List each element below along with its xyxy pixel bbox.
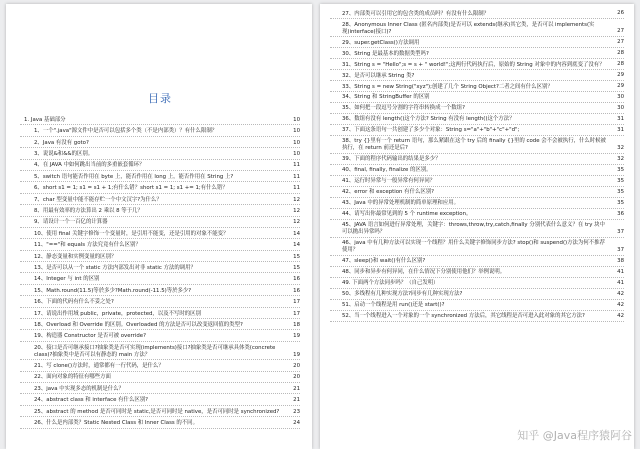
toc-entry[interactable] <box>330 154 624 165</box>
toc-entry[interactable] <box>330 125 624 136</box>
toc-entry[interactable] <box>330 220 624 238</box>
toc-page-number: 10 <box>293 151 300 158</box>
watermark: 知乎 @Java程序猿阿谷 <box>517 429 632 442</box>
toc-entry[interactable] <box>20 296 300 307</box>
toc-entry-text: 25、abstract 的 method 是否可同时是 static,是否可同时是 native，是否可同时是 synchronized? <box>34 408 280 415</box>
toc-page-number: 17 <box>293 299 300 306</box>
toc-entry[interactable] <box>330 81 624 92</box>
toc-page-number: 12 <box>293 219 300 226</box>
toc-entry[interactable] <box>20 342 300 360</box>
toc-entry[interactable] <box>20 262 300 273</box>
toc-entry-text: 50、多线程有几种实现方法?同步有几种实现方法? <box>342 291 463 298</box>
toc-page-number: 21 <box>293 385 300 392</box>
toc-entry-text: 48、同步和异步有何异同，在什么情况下分别使用他们？举例说明。 <box>342 269 506 276</box>
toc-entry-text: 10、使用 final 关键字修饰一个变量时，是引用不能变，还是引用的对象不能变？ <box>34 230 229 237</box>
toc-entry[interactable] <box>330 198 624 209</box>
toc-entry[interactable] <box>20 148 300 159</box>
toc-page-number: 29 <box>617 72 624 79</box>
toc-entry-text: 52、当一个线程进入一个对象的一个 synchronized 方法后，其它线程是否可进入此对象的其它方法? <box>342 313 585 320</box>
toc-entry[interactable] <box>330 48 624 59</box>
toc-entry[interactable] <box>20 239 300 250</box>
toc-entry-text: 47、sleep()和 wait()有什么区别? <box>342 258 426 265</box>
toc-entry[interactable] <box>20 360 300 371</box>
toc-entry[interactable] <box>330 300 624 311</box>
toc-entry-text: 39、下面的程序代码输出的结果是多少？ <box>342 156 441 163</box>
toc-entry[interactable] <box>20 394 300 405</box>
toc-entry-text: 12、静态变量和实例变量的区别？ <box>34 253 117 260</box>
toc-page-number: 16 <box>293 287 300 294</box>
toc-page-number: 42 <box>617 313 624 320</box>
toc-entry-text: 42、error 和 exception 有什么区别? <box>342 189 434 196</box>
toc-page-number: 12 <box>293 196 300 203</box>
toc-page-number: 16 <box>293 276 300 283</box>
toc-page-number: 28 <box>617 50 624 57</box>
toc-entry[interactable] <box>330 278 624 289</box>
toc-entry[interactable] <box>330 176 624 187</box>
toc-page-number: 31 <box>617 116 624 123</box>
toc-entry-text: 14、Integer 与 int 的区别 <box>34 276 100 283</box>
toc-entry-text: 46、java 中有几种方法可以实现一个线程？用什么关键字修饰同步方法? stop()和 suspend()方法为何不推荐使用？ <box>342 240 605 254</box>
toc-entry-text: 43、Java 中的异常处理机制的简单原理和应用。 <box>342 200 459 207</box>
toc-entry[interactable] <box>20 171 300 182</box>
toc-entry[interactable] <box>330 19 624 37</box>
toc-page-number: 41 <box>617 269 624 276</box>
toc-entry[interactable] <box>20 417 300 428</box>
toc-page-number: 31 <box>617 127 624 134</box>
toc-list-right <box>330 8 624 322</box>
toc-entry[interactable] <box>330 114 624 125</box>
toc-entry-text: 1. Java 基础部分 <box>24 116 66 123</box>
toc-entry-text: 49. 下面两个方法同步吗？（自己发明） <box>342 280 439 287</box>
toc-entry-text: 30、String 是最基本的数据类型吗? <box>342 50 429 57</box>
toc-page-number: 36 <box>617 211 624 218</box>
toc-page-number: 12 <box>293 208 300 215</box>
toc-entry-text: 32、是否可以继承 String 类? <box>342 72 415 79</box>
toc-entry-text: 1、一个".java"源文件中是否可以包括多个类（不是内部类）？有什么限制？ <box>34 128 218 135</box>
toc-entry-text: 21、写 clone()方法时，通常都有一行代码，是什么？ <box>34 363 164 370</box>
toc-entry[interactable] <box>20 406 300 417</box>
toc-entry[interactable] <box>20 217 300 228</box>
toc-entry-text: 26、什么是内部类？Static Nested Class 和 Inner Class 的不同。 <box>34 420 198 427</box>
toc-entry-text: 40、final, finally, finalize 的区别。 <box>342 167 432 174</box>
toc-entry[interactable] <box>330 37 624 48</box>
toc-entry-text: 29、super.getClass()方法调用 <box>342 39 420 46</box>
toc-page-number: 27 <box>617 28 624 35</box>
toc-entry-text: 18、Overload 和 Override 的区别。Overloaded 的方法是否可以改变返回值的类型? <box>34 321 243 328</box>
toc-entry[interactable] <box>20 319 300 330</box>
toc-page-number: 11 <box>293 162 300 169</box>
toc-page-number: 11 <box>293 185 300 192</box>
toc-entry-text: 38、try {}里有一个 return 语句，那么紧跟在这个 try 后的 finally {}里的 code 会不会被执行，什么时候被执行，在 return 前还是后? <box>342 138 606 152</box>
toc-page-number: 10 <box>293 128 300 135</box>
toc-entry[interactable] <box>20 372 300 383</box>
toc-entry-text: 35、如何把一段逗号分割的字符串转换成一个数组? <box>342 105 465 112</box>
toc-page-number: 37 <box>617 229 624 236</box>
toc-entry[interactable] <box>20 251 300 262</box>
toc-entry-text: 8、用最有效率的方法算出 2 乘以 8 等于几？ <box>34 208 143 215</box>
toc-page-number: 35 <box>617 189 624 196</box>
toc-entry[interactable] <box>330 70 624 81</box>
toc-entry[interactable] <box>20 125 300 136</box>
toc-entry[interactable] <box>330 267 624 278</box>
toc-page-number: 38 <box>617 258 624 265</box>
toc-entry-text: 44、请写出你最常见到的 5 个 runtime exception。 <box>342 211 472 218</box>
toc-entry[interactable] <box>330 59 624 70</box>
toc-entry-text: 9、请设计一个一百亿的计算器 <box>34 219 108 226</box>
toc-entry-text: 20、接口是否可继承接口?抽象类是否可实现(implements)接口?抽象类是否可继承具体类(concrete class)?抽象类中是否可以有静态的 main 方法？ <box>34 344 276 358</box>
toc-entry-text: 33、String s = new String("xyz");创建了几个 String Object?二者之间有什么区别？ <box>342 83 553 90</box>
toc-entry-text: 3、说说&和&&的区别。 <box>34 151 94 158</box>
toc-entry[interactable] <box>20 160 300 171</box>
toc-entry[interactable] <box>20 114 300 125</box>
toc-page-number: 10 <box>293 116 300 123</box>
toc-list-left <box>20 114 300 429</box>
toc-page-number: 37 <box>617 247 624 254</box>
toc-page-number: 35 <box>617 178 624 185</box>
toc-page-number: 11 <box>293 173 300 180</box>
toc-page-number: 17 <box>293 310 300 317</box>
toc-entry[interactable] <box>330 209 624 220</box>
toc-page-number: 10 <box>293 139 300 146</box>
toc-entry-text: 37、下面这条语句一共创建了多少个对象：String s="a"+"b"+"c"+"d"; <box>342 127 520 134</box>
toc-page-number: 20 <box>293 374 300 381</box>
toc-page-number: 26 <box>617 10 624 17</box>
toc-entry-text: 13、是否可以从一个 static 方法内部发出对非 static 方法的调用？ <box>34 264 196 271</box>
toc-entry[interactable] <box>20 330 300 341</box>
toc-entry-text: 28、Anonymous Inner Class (匿名内部类)是否可以 extends(继承)其它类，是否可以 implements(实现)interface(接口)? <box>342 21 595 35</box>
document-page-right <box>320 4 634 449</box>
toc-page-number: 35 <box>617 200 624 207</box>
toc-entry-text: 11、"=="和 equals 方法究竟有什么区别？ <box>34 242 141 249</box>
toc-entry-text: 51、启动一个线程是用 run()还是 start()? <box>342 302 445 309</box>
toc-page-number: 42 <box>617 291 624 298</box>
toc-page-number: 32 <box>617 156 624 163</box>
toc-entry-text: 31、String s = "Hello";s = s + " world!";这两行代码执行后，原始的 String 对象中的内容到底变了没有？ <box>342 61 605 68</box>
toc-entry-text: 5、switch 语句能否作用在 byte 上，能否作用在 long 上，能否作用在 String 上? <box>34 173 234 180</box>
toc-entry[interactable] <box>20 205 300 216</box>
toc-entry-text: 23、java 中实现多态的机制是什么？ <box>34 385 124 392</box>
toc-entry[interactable] <box>330 289 624 300</box>
toc-entry-text: 27、内部类可以引用它的包含类的成员吗？有没有什么限制？ <box>342 10 490 17</box>
toc-entry[interactable] <box>20 194 300 205</box>
toc-entry[interactable] <box>20 182 300 193</box>
toc-entry[interactable] <box>330 187 624 198</box>
toc-entry-text: 17、请说出作用域 public，private，protected，以及不写时的区别 <box>34 310 201 317</box>
toc-entry[interactable] <box>20 383 300 394</box>
toc-entry-text: 2、Java 有没有 goto? <box>34 139 89 146</box>
toc-page-number: 20 <box>293 363 300 370</box>
toc-entry[interactable] <box>330 311 624 322</box>
toc-entry-text: 19、构造器 Constructor 是否可被 override? <box>34 333 146 340</box>
toc-entry[interactable] <box>20 273 300 284</box>
toc-entry-text: 22、面向对象的特征有哪些方面 <box>34 374 111 381</box>
toc-entry[interactable] <box>330 103 624 114</box>
toc-page-number: 29 <box>617 83 624 90</box>
toc-page-number: 23 <box>293 408 300 415</box>
toc-entry-text: 7、char 型变量中能不能存贮一个中文汉字?为什么？ <box>34 196 162 203</box>
toc-entry[interactable] <box>330 238 624 256</box>
toc-entry[interactable] <box>20 285 300 296</box>
toc-entry[interactable] <box>330 8 624 19</box>
toc-entry[interactable] <box>330 256 624 267</box>
toc-page-number: 35 <box>617 167 624 174</box>
toc-page-number: 28 <box>617 61 624 68</box>
toc-entry-text: 4、在 JAVA 中如何跳出当前的多重嵌套循环？ <box>34 162 145 169</box>
toc-page-number: 14 <box>293 242 300 249</box>
toc-entry[interactable] <box>330 165 624 176</box>
document-page-left <box>6 4 312 449</box>
toc-entry-text: 16、下面的代码有什么不妥之处? <box>34 299 114 306</box>
toc-entry-text: 6、short s1 = 1; s1 = s1 + 1;有什么错？short s1 = 1; s1 += 1;有什么错？ <box>34 185 228 192</box>
toc-entry[interactable] <box>330 136 624 154</box>
toc-page-number: 19 <box>293 333 300 340</box>
toc-page-number: 21 <box>293 397 300 404</box>
toc-entry-text: 24、abstract class 和 interface 有什么区别? <box>34 397 148 404</box>
toc-entry-text: 45、JAVA 语言如何进行异常处理，关键字：throws,throw,try,catch,finally 分别代表什么意义？在 try 块中可以抛出异常吗？ <box>342 222 605 236</box>
toc-entry-text: 15、Math.round(11.5)等於多少?Math.round(-11.5)等於多少? <box>34 287 192 294</box>
toc-page-number: 41 <box>617 280 624 287</box>
toc-page-number: 30 <box>617 105 624 112</box>
toc-entry[interactable] <box>20 228 300 239</box>
toc-page-number: 15 <box>293 253 300 260</box>
toc-page-number: 14 <box>293 230 300 237</box>
toc-page-number: 32 <box>617 145 624 152</box>
toc-entry[interactable] <box>20 137 300 148</box>
toc-entry[interactable] <box>20 308 300 319</box>
toc-page-number: 18 <box>293 321 300 328</box>
toc-page-number: 27 <box>617 39 624 46</box>
toc-entry-text: 36、数组有没有 length()这个方法? String 有没有 length()这个方法？ <box>342 116 515 123</box>
toc-page-number: 15 <box>293 264 300 271</box>
toc-title: 目录 <box>148 92 172 105</box>
toc-page-number: 42 <box>617 302 624 309</box>
toc-page-number: 24 <box>293 420 300 427</box>
toc-page-number: 19 <box>293 351 300 358</box>
toc-entry-text: 41、运行时异常与一般异常有何异同？ <box>342 178 436 185</box>
toc-entry[interactable] <box>330 92 624 103</box>
toc-entry-text: 34、String 和 StringBuffer 的区别 <box>342 94 430 101</box>
toc-page-number: 30 <box>617 94 624 101</box>
